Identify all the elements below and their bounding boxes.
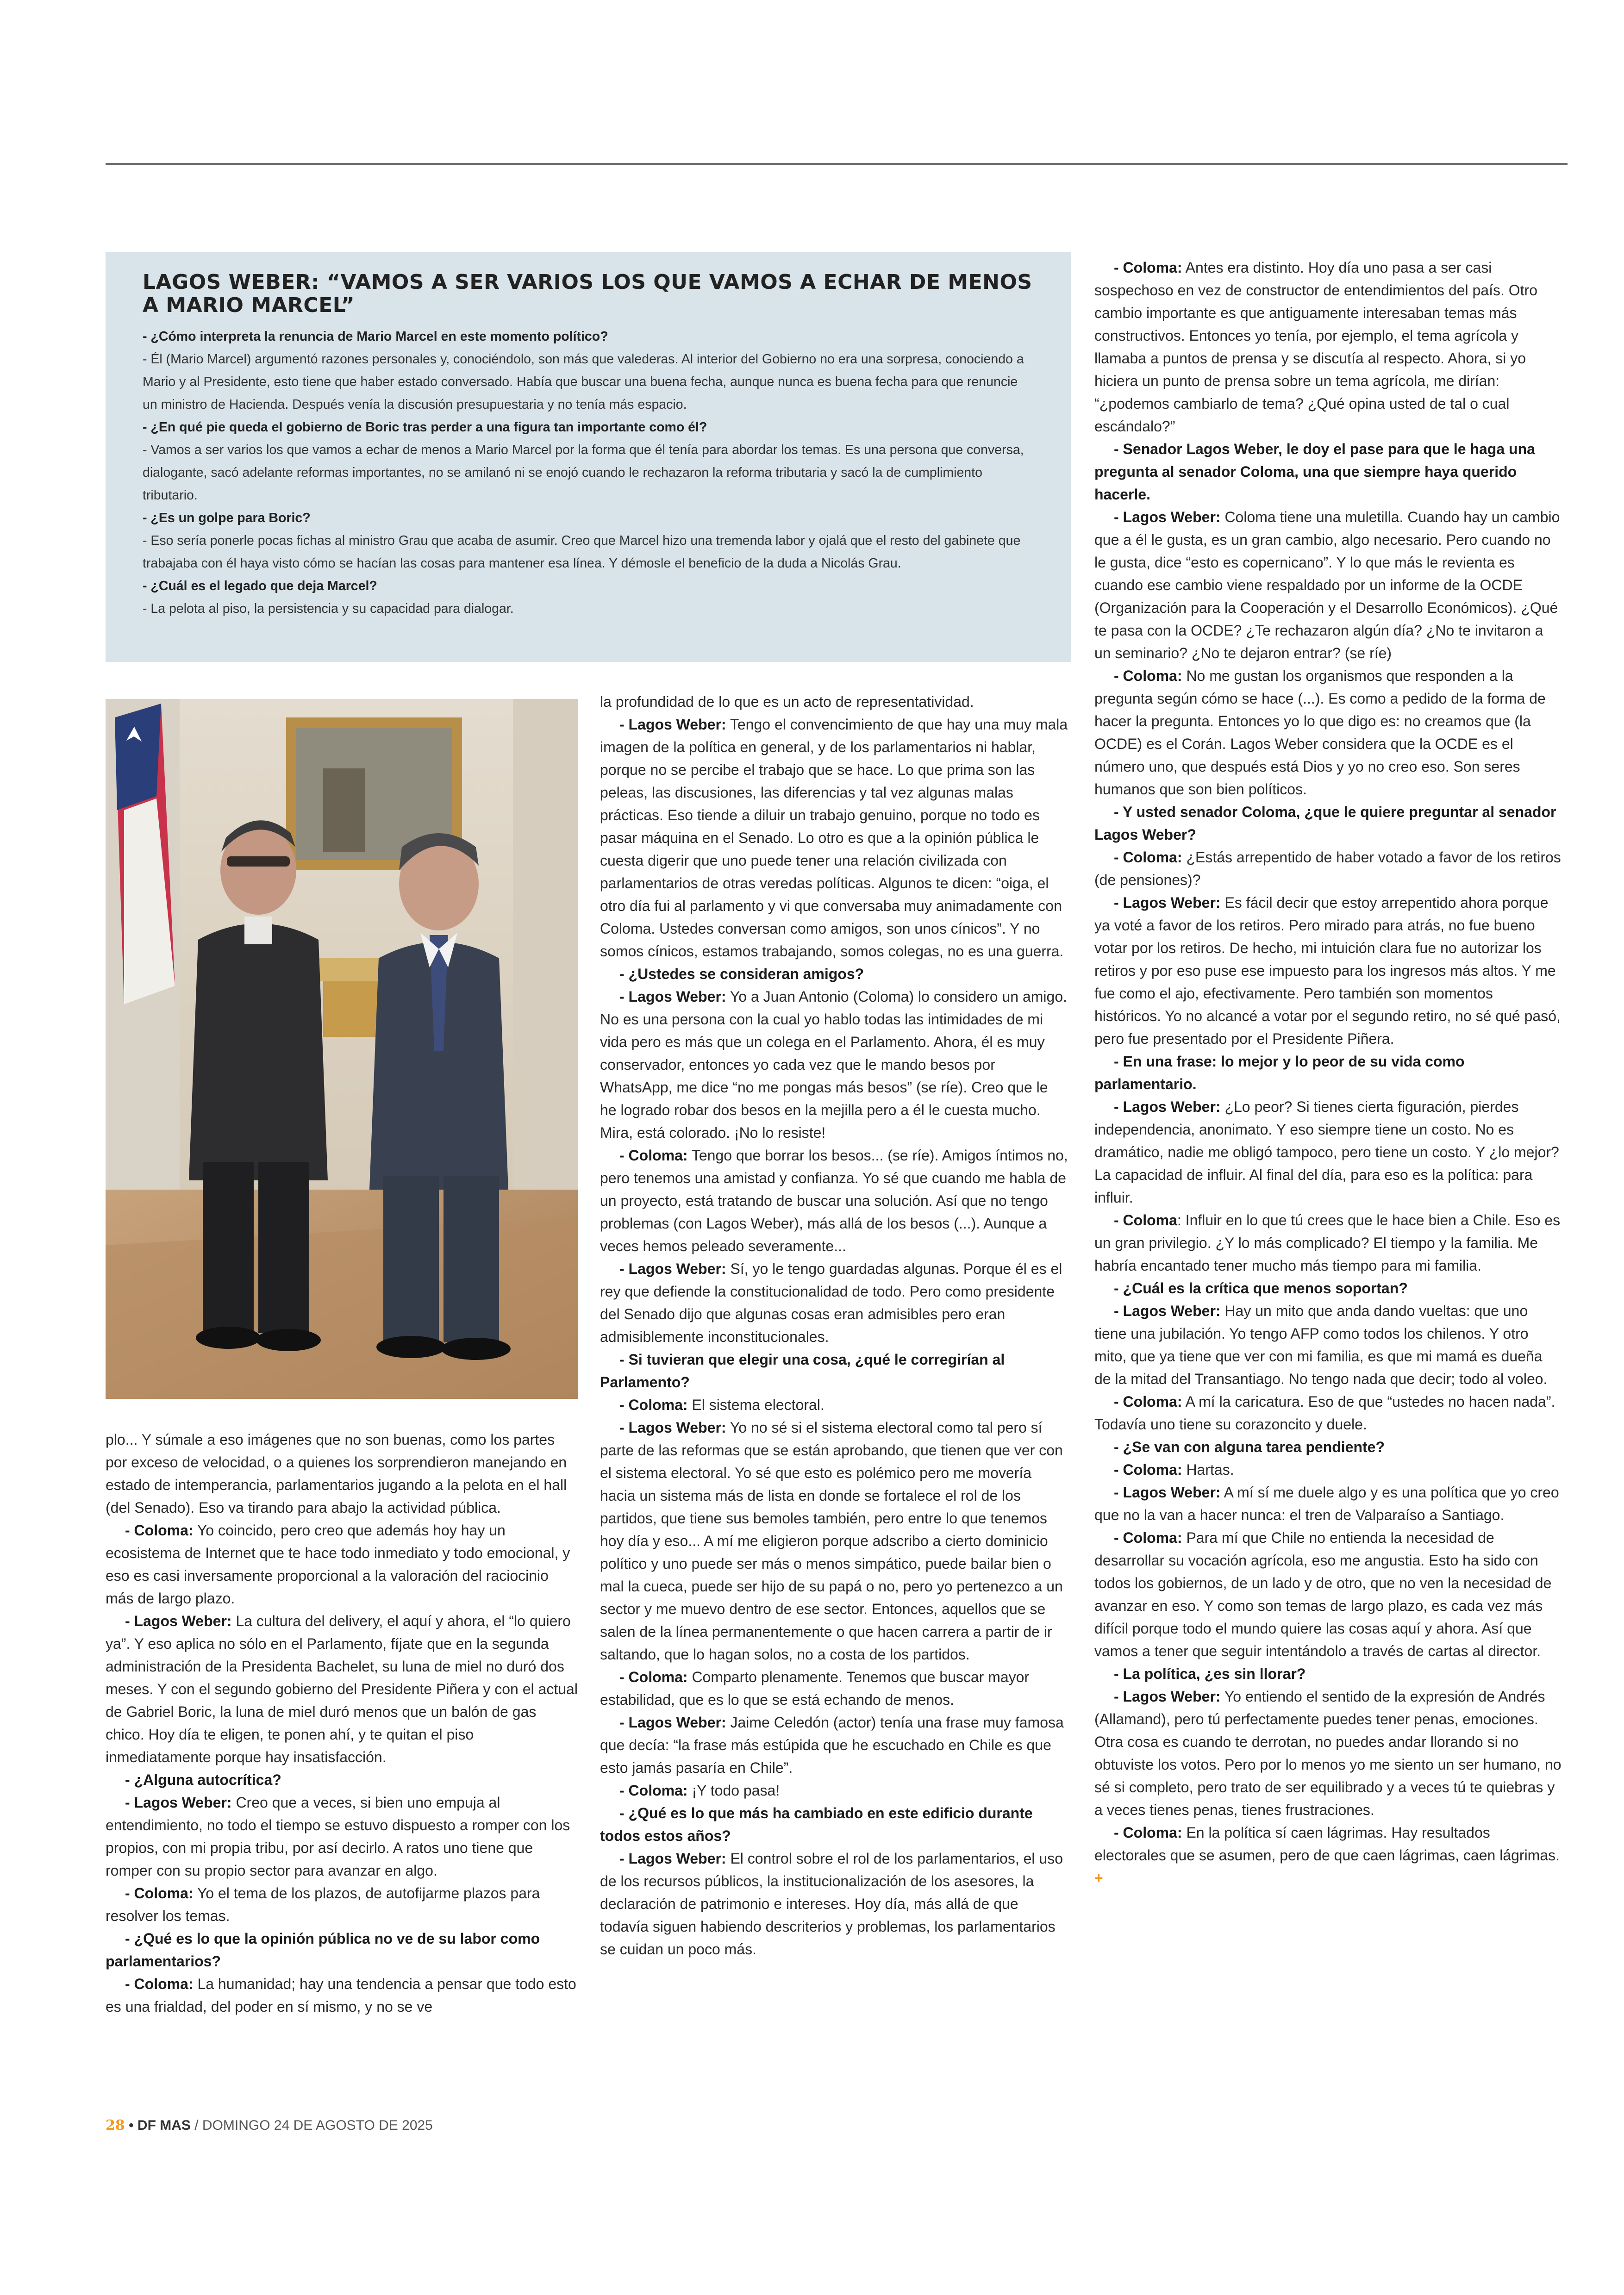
speaker: - Lagos Weber: — [619, 1850, 726, 1867]
speaker: - Lagos Weber: — [619, 1260, 726, 1277]
sidebar-box — [106, 252, 1071, 662]
question: - Y usted senador Coloma, ¿que le quiere preguntar al senador Lagos Weber? — [1094, 804, 1556, 843]
article-column-1 — [106, 1428, 578, 2018]
paragraph: - Coloma: Comparto plenamente. Tenemos que buscar mayor estabilidad, que es lo que se está echando de menos. — [600, 1669, 1030, 1708]
paragraph: - Coloma: A mí la caricatura. Eso de que “ustedes no hacen nada”. Todavía uno tiene su corazoncito y duele. — [1094, 1393, 1555, 1433]
sidebar-question: - ¿Cómo interpreta la renuncia de Mario Marcel en este momento político? — [143, 329, 608, 344]
paragraph: - Lagos Weber: Yo no sé si el sistema electoral como tal pero sí parte de las reformas que se están aprobando, que tienen que ver con el sistema electoral. Yo sé que esto es polémico pero me movería hacia un sistema más de lista en donde se fortalece el rol de los partidos, que tiene sus bemoles también, pero entre lo que tenemos hoy día y eso... A mí me eligieron porque adscribo a cierto dominicio político y uno puede ser más o menos simpático, puede bailar bien o mal la cueca, puede ser hijo de su papá o no, pero yo pertenezco a un sector y me muevo dentro de ese sector. Entonces, aquellos que se salen de la línea permanentemente o que hacen carrera a partir de ir saltando, que lo hagan solos, no a costa de los partidos. — [600, 1419, 1063, 1663]
paragraph: - Coloma: Para mí que Chile no entienda la necesidad de desarrollar su vocación agrícola, eso me angustia. Esto ha sido con todos los gobiernos, de un lado y de otro, que no ven la necesidad de avanzar en eso. Y como son temas de largo plazo, es cada vez más difícil porque todo el mundo quiere las cosas aquí y ahora. Así que vamos a tener que seguir intentándolo a través de cartas al director. — [1094, 1529, 1552, 1659]
speaker: - Coloma: — [1114, 849, 1182, 866]
paragraph: - Coloma: El sistema electoral. — [619, 1397, 824, 1413]
question: - ¿Ustedes se consideran amigos? — [619, 966, 864, 982]
speaker: - Coloma — [1114, 1212, 1177, 1229]
paragraph: - Lagos Weber: Coloma tiene una muletilla. Cuando hay un cambio que a él le gusta, es un gran cambio, algo necesario. Pero cuando no le gusta, dice “esto es copernicano”. Y lo que más le revienta es cuando ese cambio viene respaldado por un informe de la OCDE (Organización para la Cooperación y el Desarrollo Económicos). ¿Qué te pasa con la OCDE? ¿Te rechazaron algún día? ¿No te invitaron a un seminario? ¿No te dejaron entrar? (se ríe) — [1094, 509, 1560, 661]
article-column-2 — [600, 691, 1068, 1961]
question: - ¿Alguna autocrítica? — [125, 1771, 281, 1788]
paragraph: - Lagos Weber: Jaime Celedón (actor) tenía una frase muy famosa que decía: “la frase más estúpida que he escuchado en Chile es que esto jamás pasaría en Chile”. — [600, 1714, 1064, 1776]
speaker: - Lagos Weber: — [619, 1714, 726, 1731]
speaker: - Coloma: — [1114, 1529, 1182, 1546]
paragraph: - Coloma: En la política sí caen lágrimas. Hay resultados electorales que se asumen, pero de que caen lágrimas, caen lágrimas. + — [1094, 1824, 1560, 1886]
speaker: - Lagos Weber: — [1114, 1484, 1221, 1501]
sidebar-question: - ¿Cuál es el legado que deja Marcel? — [143, 579, 377, 593]
paragraph: - Lagos Weber: ¿Lo peor? Si tienes cierta figuración, pierdes independencia, anonimato. Y eso siempre tiene un costo. No es dramático, nadie me obligó tampoco, pero tiene un costo. Y ¿lo mejor? La capacidad de influir. Al final del día, para eso es la política: para influir. — [1094, 1098, 1559, 1206]
paragraph: - Lagos Weber: Es fácil decir que estoy arrepentido ahora porque ya voté a favor de los retiros. Pero mirado para atrás, no fue bueno votar por los retiros. De hecho, mi intuición clara fue no autorizar los retiros y por eso puse ese impuesto para los ingresos más altos. Y me fue como el ajo, efectivamente. Pero también son momentos históricos. Yo no alcancé a votar por el segundo retiro, no sé qué pasó, pero fue presentado por el Presidente Piñera. — [1094, 894, 1561, 1047]
speaker: - Lagos Weber: — [619, 1419, 726, 1436]
paragraph: - Lagos Weber: Yo a Juan Antonio (Coloma) lo considero un amigo. No es una persona con la cual yo hablo todas las intimidades de mi vida pero es más que un colega en el Parlamento. Ahora, él es muy conservador, entonces yo cada vez que le mando besos por WhatsApp, me dice “no me pongas más besos” (se ríe). Creo que le he logrado robar dos besos en la mejilla pero a él le cuesta mucho. Mira, está colorado. ¡No lo resiste! — [600, 988, 1068, 1141]
question: - ¿Qué es lo que más ha cambiado en este edificio durante todos estos años? — [600, 1805, 1033, 1844]
speaker: - Lagos Weber: — [1114, 1098, 1221, 1115]
speaker: - Lagos Weber: — [125, 1613, 232, 1629]
sidebar-answer: - Vamos a ser varios los que vamos a echar de menos a Mario Marcel por la forma que él tenía para abordar los temas. Es una persona que conversa, dialogante, sacó adelante reformas importantes, no se amilanó ni se enojó cuando le rechazaron la reforma tributaria y sacó la de cumplimiento tributario. — [143, 443, 1024, 503]
paragraph: - Lagos Weber: La cultura del delivery, el aquí y ahora, el “lo quiero ya”. Y eso aplica no sólo en el Parlamento, fíjate que en la segunda administración de la Presidenta Bachelet, su luna de miel no duró dos meses. Y con el segundo gobierno del Presidente Piñera y con el actual de Gabriel Boric, la luna de miel duró menos que un balón de gas chico. Hoy día te eligen, te ponen ahí, y te quitan el piso inmediatamente porque hay insatisfacción. — [106, 1613, 578, 1765]
speaker: - Lagos Weber: — [619, 988, 726, 1005]
question: - ¿Cuál es la crítica que menos soportan? — [1114, 1280, 1408, 1297]
paragraph: - Lagos Weber: Hay un mito que anda dando vueltas: que uno tiene una jubilación. Yo tengo AFP como todos los chilenos. Y otro mito, que ya tiene que ver con mi familia, es que mi mamá es dueña de la mitad del Transantiago. No tengo nada que decir; todo al voleo. — [1094, 1303, 1548, 1387]
speaker: - Lagos Weber: — [619, 716, 726, 733]
paragraph: plo... Y súmale a eso imágenes que no son buenas, como los partes por exceso de velocidad, o a quienes los sorprendieron manejando en estado de intemperancia, parlamentarios jugando a la pelota en el hall (del Senado). Eso va tirando para abajo la actividad pública. — [106, 1431, 567, 1516]
paragraph: - Coloma: ¡Y todo pasa! — [619, 1782, 780, 1799]
paragraph: - Lagos Weber: El control sobre el rol de los parlamentarios, el uso de los recursos públicos, la institucionalización de los asesores, la declaración de patrimonio e intereses. Hoy día, más allá de que todavía siguen habiendo descriterios y problemas, los parlamentarios se cuidan un poco más. — [600, 1850, 1063, 1958]
sidebar-question: - ¿Es un golpe para Boric? — [143, 511, 311, 525]
interview-photo — [106, 699, 578, 1399]
issue-date: / DOMINGO 24 DE AGOSTO DE 2025 — [190, 2118, 433, 2133]
speaker: - Lagos Weber: — [1114, 1688, 1221, 1705]
sidebar-answer: - Él (Mario Marcel) argumentó razones personales y, conociéndolo, son más que valederas. Al interior del Gobierno no era una sorpresa, conociendo a Mario y al Presidente, esto tiene que haber estado conversado. Había que buscar una buena fecha, aunque nunca es buena fecha para que renuncie un ministro de Hacienda. Después venía la discusión presupuestaria y no tenía más espacio. — [143, 352, 1024, 412]
page-number: 28 — [106, 2117, 125, 2133]
sidebar-answer: - Eso sería ponerle pocas fichas al ministro Grau que acaba de asumir. Creo que Marcel hizo una tremenda labor y ojalá que el resto del gabinete que trabajaba con él haya visto cómo se hacían las cosas para mantener esa línea. Y démosle el beneficio de la duda a Nicolás Grau. — [143, 533, 1021, 571]
article-column-3 — [1094, 256, 1563, 1890]
speaker: - Coloma: — [1114, 1824, 1182, 1841]
paragraph: - Lagos Weber: Sí, yo le tengo guardadas algunas. Porque él es el rey que defiende la constitucionalidad de todo. Pero como presidente del Senado dijo que algunas cosas eran admisibles pero eran admisiblemente inconstitucionales. — [600, 1260, 1062, 1345]
speaker: - Coloma: — [1114, 259, 1182, 276]
paragraph: - Lagos Weber: A mí sí me duele algo y es una política que yo creo que no la van a hacer nunca: el tren de Valparaíso a Santiago. — [1094, 1484, 1559, 1523]
paragraph: - Coloma: Tengo que borrar los besos... (se ríe). Amigos íntimos no, pero tenemos una amistad y confianza. Yo sé que cuando me habla de un proyecto, está tratando de buscar una solución. Así que no tengo problemas (con Lagos Weber), más allá de los besos (...). Aunque a veces hemos peleado severamente... — [600, 1147, 1068, 1254]
page-footer — [106, 2116, 433, 2135]
speaker: - Coloma: — [619, 1147, 688, 1164]
speaker: - Coloma: — [1114, 1393, 1182, 1410]
sidebar-question: - ¿En qué pie queda el gobierno de Boric tras perder a una figura tan importante como él? — [143, 420, 707, 435]
question: - La política, ¿es sin llorar? — [1114, 1665, 1306, 1682]
end-mark-plus-icon: + — [1094, 1870, 1103, 1886]
paragraph: - Coloma: Yo coincido, pero creo que además hoy hay un ecosistema de Internet que te hace todo inmediato y todo emocional, y eso es casi inversamente proporcional a la valoración del raciocinio más de largo plazo. — [106, 1522, 570, 1607]
paragraph: - Coloma: Hartas. — [1114, 1461, 1234, 1478]
speaker: - Lagos Weber: — [1114, 509, 1221, 525]
top-rule — [106, 163, 1568, 165]
sidebar-title: LAGOS WEBER: “VAMOS A SER VARIOS LOS QUE VAMOS A ECHAR DE MENOS A MARIO MARCEL” — [143, 270, 1032, 317]
speaker: - Coloma: — [619, 1669, 688, 1685]
speaker: - Coloma: — [125, 1885, 194, 1902]
paragraph: - Coloma: La humanidad; hay una tendencia a pensar que todo esto es una frialdad, del poder en sí mismo, y no se ve — [106, 1976, 576, 2015]
speaker: - Lagos Weber: — [125, 1794, 232, 1811]
publication-name: • DF MAS — [129, 2118, 191, 2133]
paragraph: - Coloma: No me gustan los organismos que responden a la pregunta según cómo se hace (...). Es como a pedido de la forma de hacer la pregunta. Entonces yo lo que digo es: no creamos que (la OCDE) es el Corán. Lagos Weber considera que la OCDE es el número uno, que después está Dios y yo no creo eso. Son seres humanos que son bien políticos. — [1094, 667, 1546, 798]
question: - ¿Se van con alguna tarea pendiente? — [1114, 1439, 1385, 1455]
question: - En una frase: lo mejor y lo peor de su vida como parlamentario. — [1094, 1053, 1465, 1092]
paragraph: - Coloma: Yo el tema de los plazos, de autofijarme plazos para resolver los temas. — [106, 1885, 540, 1924]
paragraph: - Lagos Weber: Yo entiendo el sentido de la expresión de Andrés (Allamand), pero tú perfectamente puedes tener penas, emociones. Otra cosa es cuando te derrotan, no puedes andar llorando si no obtuviste los votos. Pero por lo menos yo me siento un ser humano, no sé si completo, pero trato de ser equilibrado y a veces tú te quiebras y a veces tienes penas, tienes frustraciones. — [1094, 1688, 1562, 1818]
question: - ¿Qué es lo que la opinión pública no ve de su labor como parlamentarios? — [106, 1930, 540, 1970]
speaker: - Coloma: — [1114, 667, 1182, 684]
speaker: - Coloma: — [1114, 1461, 1182, 1478]
question: - Si tuvieran que elegir una cosa, ¿qué le corregirían al Parlamento? — [600, 1351, 1005, 1391]
speaker: - Coloma: — [619, 1397, 688, 1413]
speaker: - Lagos Weber: — [1114, 1303, 1221, 1319]
paragraph: la profundidad de lo que es un acto de representatividad. — [600, 693, 974, 710]
sidebar-answer: - La pelota al piso, la persistencia y su capacidad para dialogar. — [143, 601, 514, 616]
speaker: - Coloma: — [619, 1782, 688, 1799]
paragraph: - Lagos Weber: Creo que a veces, si bien uno empuja al entendimiento, no todo el tiempo se estuvo dispuesto a romper con los propios, con mi propia tribu, por así decirlo. A ratos uno tiene que romper con su propio sector para avanzar en algo. — [106, 1794, 570, 1879]
speaker: - Coloma: — [125, 1522, 194, 1539]
speaker: - Lagos Weber: — [1114, 894, 1221, 911]
paragraph: - Coloma: ¿Estás arrepentido de haber votado a favor de los retiros (de pensiones)? — [1094, 849, 1561, 888]
question: - Senador Lagos Weber, le doy el pase para que le haga una pregunta al senador Coloma, una que siempre haya querido hacerle. — [1094, 441, 1535, 503]
paragraph: - Coloma: Antes era distinto. Hoy día uno pasa a ser casi sospechoso en vez de constructor de entendimientos del país. Otro cambio importante es que antiguamente interesaban temas más constructivos. Entonces yo tenía, por ejemplo, el tema agrícola y llamaba a puntos de prensa y se discutía al respecto. Ahora, si yo hiciera un punto de prensa sobre un tema agrícola, me dirían: “¿podemos cambiarlo de tema? ¿Qué opina usted de tal o cual escándalo?” — [1094, 259, 1537, 435]
paragraph: - Lagos Weber: Tengo el convencimiento de que hay una muy mala imagen de la política en general, y de los parlamentarios ni hablar, porque no se percibe el trabajo que se hace. Lo que prima son las peleas, las discusiones, las diferencias y tal vez algunas malas prácticas. Eso tiende a diluir un trabajo genuino, porque no todo es pasar máquina en el Senado. Lo otro es que a la opinión pública le cuesta digerir que uno puede tener una relación civilizada con parlamentarios de otras veredas políticas. Algunos te dicen: “oiga, el otro día fui al parlamento y vi que conversaba muy animadamente con Coloma. Ustedes conversan como amigos, son unos cínicos”. Y no somos cínicos, estamos trabajando, somos colegas, no es una guerra. — [600, 716, 1068, 960]
paragraph: - Coloma: Influir en lo que tú crees que le hace bien a Chile. Eso es un gran privilegio. ¿Y lo más complicado? El tiempo y la familia. Me habría encantado tener mucho más tiempo para mi familia. — [1094, 1212, 1561, 1274]
speaker: - Coloma: — [125, 1976, 194, 1992]
